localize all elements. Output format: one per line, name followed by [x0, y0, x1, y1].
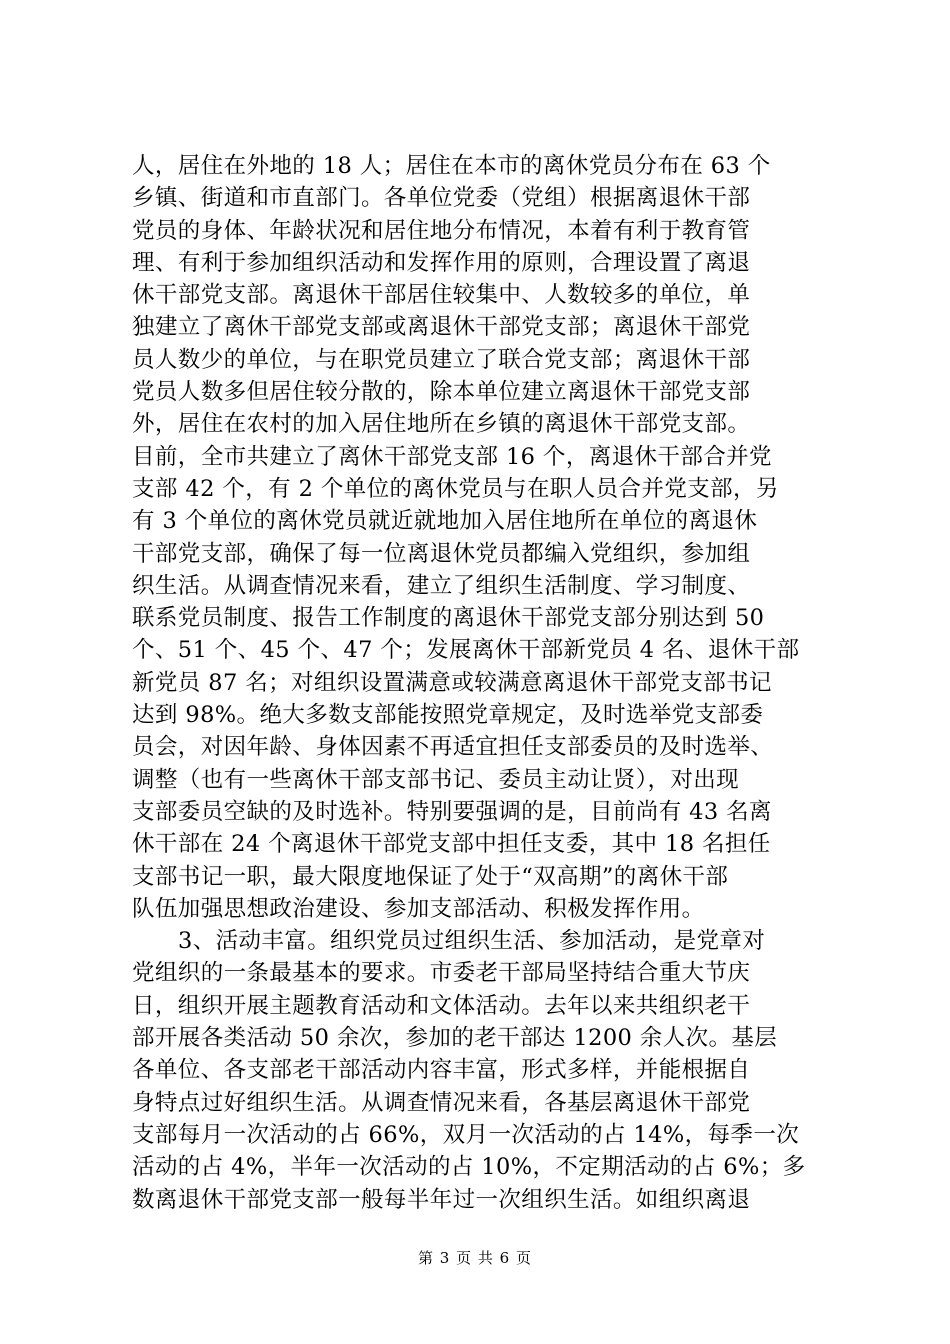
- text-line: 乡镇、街道和市直部门。各单位党委（党组）根据离退休干部: [132, 185, 751, 212]
- text-line: 织生活。从调查情况来看，建立了组织生活制度、学习制度、: [132, 572, 751, 599]
- text-line: 干部党支部，确保了每一位离退休党员都编入党组织，参加组: [132, 540, 751, 567]
- text-line: 有 3 个单位的离休党员就近就地加入居住地所在单位的离退休: [132, 508, 758, 535]
- text-line: 数离退休干部党支部一般每半年过一次组织生活。如组织离退: [132, 1186, 751, 1213]
- text-line: 支部 42 个，有 2 个单位的离休党员与在职人员合并党支部，另: [132, 475, 779, 502]
- text-line: 活动的占 4%，半年一次活动的占 10%，不定期活动的占 6%；多: [132, 1154, 806, 1181]
- text-line: 支部每月一次活动的占 66%，双月一次活动的占 14%，每季一次: [132, 1121, 800, 1148]
- text-line: 身特点过好组织生活。从调查情况来看，各基层离退休干部党: [132, 1089, 751, 1116]
- text-line: 休干部党支部。离退休干部居住较集中、人数较多的单位，单: [132, 282, 751, 309]
- text-line: 个、51 个、45 个、47 个；发展离休干部新党员 4 名、退休干部: [132, 637, 800, 664]
- paragraph-2: [132, 925, 832, 1216]
- text-line: 各单位、各支部老干部活动内容丰富，形式多样，并能根据自: [132, 1057, 751, 1084]
- paragraph-1: [132, 150, 832, 925]
- text-line: 调整（也有一些离休干部支部书记、委员主动让贤），对出现: [132, 766, 740, 793]
- text-line: 3、活动丰富。组织党员过组织生活、参加活动，是党章对: [178, 928, 766, 955]
- text-line: 联系党员制度、报告工作制度的离退休干部党支部分别达到 50: [132, 605, 765, 632]
- text-line: 日，组织开展主题教育活动和文体活动。去年以来共组织老干: [132, 992, 751, 1019]
- text-line: 部开展各类活动 50 余次，参加的老干部达 1200 余人次。基层: [132, 1025, 778, 1052]
- text-line: 休干部在 24 个离退休干部党支部中担任支委，其中 18 名担任: [132, 831, 771, 858]
- text-line: 员会，对因年龄、身体因素不再适宜担任支部委员的及时选举、: [132, 734, 774, 761]
- text-line: 党员人数多但居住较分散的，除本单位建立离退休干部党支部: [132, 379, 751, 406]
- text-line: 理、有利于参加组织活动和发挥作用的原则，合理设置了离退: [132, 249, 751, 276]
- text-line: 队伍加强思想政治建设、参加支部活动、积极发挥作用。: [132, 895, 705, 922]
- text-line: 独建立了离休干部党支部或离退休干部党支部；离退休干部党: [132, 314, 751, 341]
- text-line: 目前，全市共建立了离休干部党支部 16 个，离退休干部合并党: [132, 443, 772, 470]
- text-line: 员人数少的单位，与在职党员建立了联合党支部；离退休干部: [132, 346, 751, 373]
- text-line: 人，居住在外地的 18 人；居住在本市的离休党员分布在 63 个: [132, 153, 771, 179]
- text-line: 党组织的一条最基本的要求。市委老干部局坚持结合重大节庆: [132, 960, 751, 987]
- text-line: 党员的身体、年龄状况和居住地分布情况，本着有利于教育管: [132, 217, 751, 244]
- page-number-footer: 第 3 页 共 6 页: [418, 1249, 532, 1267]
- document-body: [132, 150, 832, 1216]
- text-line: 新党员 87 名；对组织设置满意或较满意离退休干部党支部书记: [132, 669, 772, 696]
- text-line: 支部委员空缺的及时选补。特别要强调的是，目前尚有 43 名离: [132, 798, 772, 825]
- text-line: 支部书记一职，最大限度地保证了处于“双高期”的离休干部: [132, 863, 729, 890]
- text-line: 外，居住在农村的加入居住地所在乡镇的离退休干部党支部。: [132, 411, 751, 438]
- text-line: 达到 98%。绝大多数支部能按照党章规定，及时选举党支部委: [132, 702, 764, 729]
